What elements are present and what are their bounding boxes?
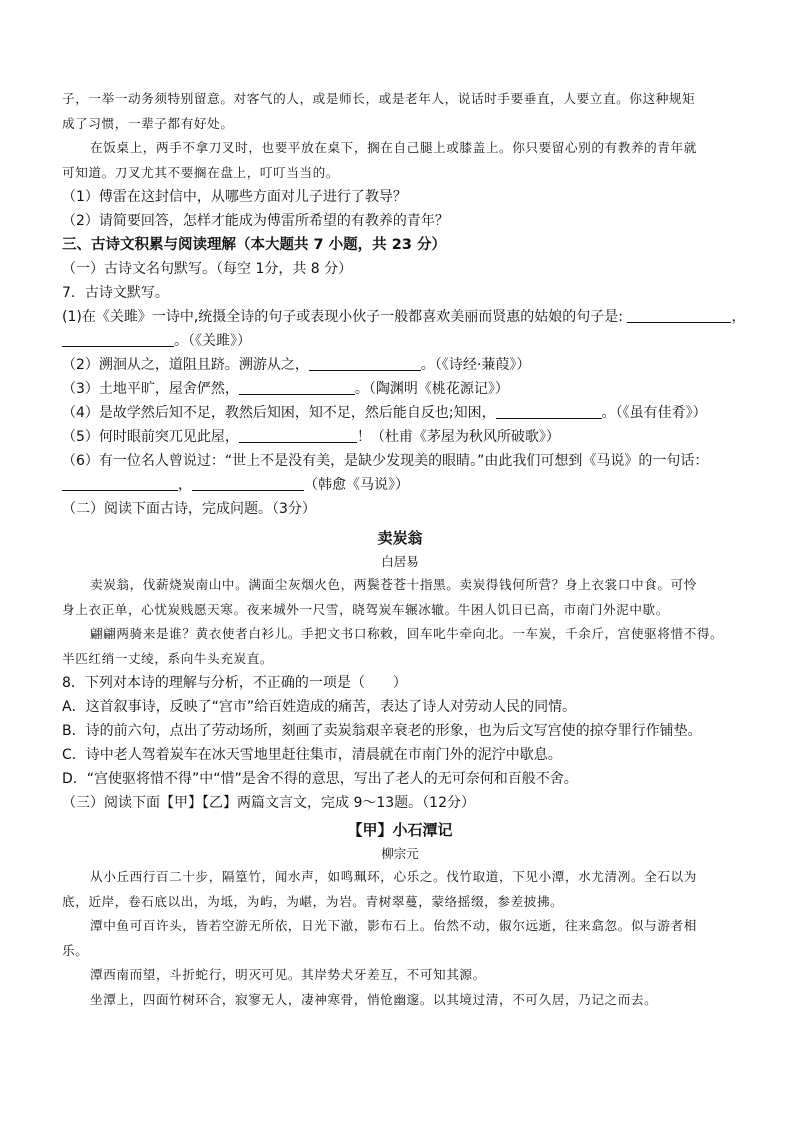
q7-item-6: （6）有一位名人曾说过：“世上不是没有美，是缺少发现美的眼睛。”由此我们可想到《马说》的一句话： bbox=[62, 453, 709, 469]
essay-line: 坐潭上，四面竹树环合，寂寥无人，凄神寒骨，悄怆幽邃。以其境过清，不可久居，乃记之而去。 bbox=[90, 991, 658, 1007]
essay-line: 潭中鱼可百许头，皆若空游无所依，日光下澈，影布石上。佁然不动，俶尔远逝，往来翕忽。似与游者相 bbox=[90, 918, 697, 933]
exam-page bbox=[62, 87, 746, 1012]
option-c[interactable]: C．诗中老人驾着炭车在冰天雪地里赶往集市，清晨就在市南门外的泥泞中歇息。 bbox=[62, 747, 562, 763]
letter-line: 可知道。刀叉尤其不要搁在盘上，叮叮当当的。 bbox=[62, 164, 340, 180]
q7-item-1-cont bbox=[62, 329, 738, 353]
q7-6-source: （韩愈《马说》） bbox=[304, 477, 409, 493]
q7-item-6-cont bbox=[62, 473, 738, 497]
separator: ， bbox=[178, 477, 192, 493]
q7-item-3 bbox=[62, 377, 738, 401]
q7-item-2 bbox=[62, 353, 738, 377]
poem-title: 卖炭翁 bbox=[377, 529, 423, 547]
q7-item-1 bbox=[62, 305, 746, 329]
q7-4-source: 。（《虽有佳肴》） bbox=[601, 405, 707, 421]
poem-line: 半匹红绡一丈绫，系向牛头充炭直。 bbox=[62, 650, 274, 666]
poem-author: 白居易 bbox=[381, 554, 419, 569]
option-b[interactable]: B．诗的前六句，点出了劳动场所，刻画了卖炭翁艰辛衰老的形象，也为后文写宫使的掠夺罪行作铺垫。 bbox=[62, 723, 702, 739]
essay-line: 底，近岸，卷石底以出，为坻，为屿，为嵁，为岩。青树翠蔓，蒙络摇缀，参差披拂。 bbox=[62, 893, 564, 909]
letter-line: 在饭桌上，两手不拿刀叉时，也要平放在桌下，搁在自己腿上或膝盖上。你只要留心别的有教养的青年就 bbox=[90, 140, 697, 155]
part-heading: （三）阅读下面【甲】【乙】两篇文言文，完成 9～13题。（12分） bbox=[62, 795, 475, 811]
answer-blank[interactable] bbox=[496, 404, 602, 419]
option-d[interactable]: D．“宫使驱将惜不得”中“惜”是舍不得的意思，写出了老人的无可奈何和百般不舍。 bbox=[62, 771, 578, 787]
essay-line: 乐。 bbox=[62, 942, 89, 958]
answer-blank[interactable] bbox=[627, 308, 731, 323]
q7-3-source: 。（陶渊明《桃花源记》） bbox=[354, 381, 509, 397]
essay-author: 柳宗元 bbox=[381, 846, 419, 861]
question-2: （2）请简要回答，怎样才能成为傅雷所希望的有教养的青年？ bbox=[62, 213, 449, 229]
essay-line: 潭西南而望，斗折蛇行，明灭可见。其岸势犬牙差互，不可知其源。 bbox=[90, 967, 486, 982]
poem-line: 身上衣正单，心忧炭贱愿天寒。夜来城外一尺雪，晓驾炭车辗冰辙。牛困人饥日已高，市南门外泥中歇。 bbox=[62, 601, 669, 617]
essay-title: 【甲】小石潭记 bbox=[347, 821, 453, 839]
part-heading: （二）阅读下面古诗，完成问题。（3分） bbox=[62, 501, 316, 517]
answer-blank[interactable] bbox=[192, 476, 304, 491]
essay-line: 从小丘西行百二十步，隔篁竹，闻水声，如鸣珮环，心乐之。伐竹取道，下见小潭，水尤清冽。全石以为 bbox=[90, 869, 697, 884]
q7-2-source: 。（《诗经·蒹葭》） bbox=[420, 357, 531, 373]
answer-blank[interactable] bbox=[309, 356, 421, 371]
answer-blank[interactable] bbox=[239, 380, 355, 395]
q7-3-text: （3）土地平旷，屋舍俨然， bbox=[62, 381, 239, 397]
question-1: （1）傅雷在这封信中，从哪些方面对儿子进行了教导？ bbox=[62, 189, 407, 205]
question-8: 8．下列对本诗的理解与分析，不正确的一项是（ ） bbox=[62, 675, 407, 691]
q7-5-text: （5）何时眼前突兀见此屋， bbox=[62, 429, 239, 445]
poem-line: 卖炭翁，伐薪烧炭南山中。满面尘灰烟火色，两鬓苍苍十指黑。卖炭得钱何所营？身上衣裳口中食。可怜 bbox=[90, 577, 697, 592]
q7-4-text: （4）是故学然后知不足，教然后知困，知不足，然后能自反也;知困， bbox=[62, 405, 496, 421]
answer-blank[interactable] bbox=[62, 476, 178, 491]
question-7: 7．古诗文默写。 bbox=[62, 285, 169, 301]
q7-1-source: 。（《关雎》） bbox=[174, 333, 251, 349]
option-a[interactable]: A．这首叙事诗，反映了“宫市”给百姓造成的痛苦，表达了诗人对劳动人民的同情。 bbox=[62, 699, 577, 715]
answer-blank[interactable] bbox=[239, 428, 357, 443]
poem-line: 翩翩两骑来是谁？黄衣使者白衫儿。手把文书口称敕，回车叱牛牵向北。一车炭，千余斤，宫使驱将惜不得。 bbox=[90, 626, 724, 641]
q7-5-source: ！（杜甫《茅屋为秋风所破歌》） bbox=[356, 429, 560, 445]
letter-line: 成了习惯，一辈子都有好处。 bbox=[62, 115, 234, 131]
section-heading: 三、古诗文积累与阅读理解（本大题共 7 小题，共 23 分） bbox=[62, 237, 446, 253]
q7-item-4 bbox=[62, 401, 738, 425]
part-heading: （一）古诗文名句默写。（每空 1分，共 8 分） bbox=[62, 261, 353, 277]
q7-1-text: (1)在《关雎》一诗中,统摄全诗的句子或表现小伙子一般都喜欢美丽而贤惠的姑娘的句子是: bbox=[62, 309, 623, 325]
separator: ， bbox=[731, 309, 746, 325]
q7-2-text: （2）溯洄从之，道阻且跻。溯游从之， bbox=[62, 357, 309, 373]
answer-blank[interactable] bbox=[62, 332, 174, 347]
q7-item-5 bbox=[62, 425, 738, 449]
letter-line: 子，一举一动务须特别留意。对客气的人，或是师长，或是老年人，说话时手要垂直，人要立直。你这种规矩 bbox=[62, 91, 696, 106]
